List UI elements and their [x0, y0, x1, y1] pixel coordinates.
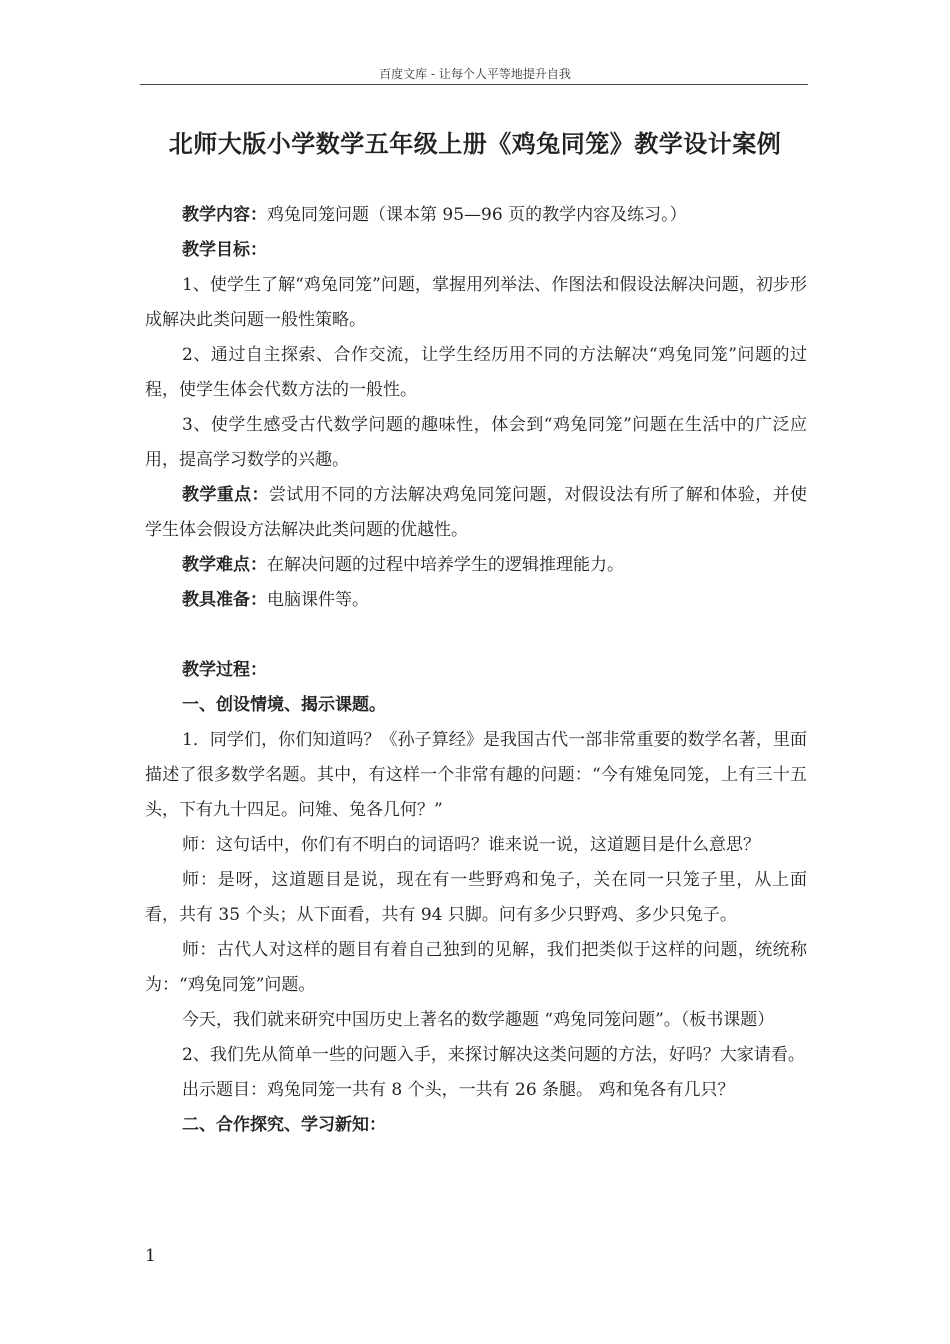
teaching-content: [145, 198, 807, 233]
tools-label: 教具准备：: [182, 590, 267, 610]
section-1-paragraph-7: 出示题目：鸡兔同笼一共有 8 个头，一共有 26 条腿。 鸡和兔各有几只？: [182, 1080, 735, 1100]
teaching-content-text: 鸡兔同笼问题（课本第 95—96 页的教学内容及练习。）: [267, 205, 687, 225]
teaching-process-label: 教学过程：: [182, 660, 267, 680]
teaching-content-label: 教学内容：: [182, 205, 267, 225]
goal-3: 3、使学生感受古代数学问题的趣味性，体会到“鸡兔同笼”问题在生活中的广泛应用，提高学习数学的兴趣。: [145, 415, 807, 470]
teaching-tools: [145, 583, 807, 618]
document-title: 北师大版小学数学五年级上册《鸡兔同笼》教学设计案例: [168, 130, 782, 158]
key-point-label: 教学重点：: [182, 485, 269, 505]
goal-1: 1、使学生了解“鸡兔同笼”问题，掌握用列举法、作图法和假设法解决问题，初步形成解决此类问题一般性策略。: [145, 275, 807, 330]
tools-text: 电脑课件等。: [267, 590, 369, 610]
goal-2: 2、通过自主探索、合作交流，让学生经历用不同的方法解决“鸡兔同笼”问题的过程，使学生体会代数方法的一般性。: [145, 345, 807, 400]
header-divider: [140, 84, 808, 85]
section-1-paragraph-5: 今天，我们就来研究中国历史上著名的数学趣题 “鸡兔同笼问题”。（板书课题）: [182, 1010, 775, 1030]
teaching-goals-label: 教学目标：: [182, 240, 267, 260]
section-1-paragraph-4: 师：古代人对这样的题目有着自己独到的见解，我们把类似于这样的问题，统统称为：“鸡兔同笼”问题。: [145, 940, 807, 995]
teaching-key-point: [145, 478, 807, 548]
difficulty-text: 在解决问题的过程中培养学生的逻辑推理能力。: [267, 555, 624, 575]
section-1-paragraph-6: 2、我们先从简单一些的问题入手，来探讨解决这类问题的方法，好吗？大家请看。: [182, 1045, 805, 1065]
difficulty-label: 教学难点：: [182, 555, 267, 575]
teaching-difficulty: [145, 548, 807, 583]
key-point-text: 尝试用不同的方法解决鸡兔同笼问题，对假设法有所了解和体验，并使学生体会假设方法解决此类问题的优越性。: [145, 485, 808, 540]
page-number: 1: [145, 1246, 156, 1266]
section-1-heading: 一、创设情境、揭示课题。: [182, 695, 386, 715]
spacer: [145, 618, 807, 653]
section-2-heading: 二、合作探究、学习新知：: [182, 1115, 386, 1135]
section-1-paragraph-1: 1．同学们，你们知道吗？《孙子算经》是我国古代一部非常重要的数学名著，里面描述了很多数学名题。其中，有这样一个非常有趣的问题：“今有雉兔同笼，上有三十五头，下有九十四足。问雉、兔各几何？”: [145, 730, 807, 820]
header-text: 百度文库 - 让每个人平等地提升自我: [379, 67, 571, 81]
section-1-paragraph-3: 师：是呀，这道题目是说，现在有一些野鸡和兔子，关在同一只笼子里，从上面看，共有 35 个头；从下面看，共有 94 只脚。问有多少只野鸡、多少只兔子。: [145, 870, 807, 925]
document-body: [145, 198, 807, 1143]
section-1-paragraph-2: 师：这句话中，你们有不明白的词语吗？谁来说一说，这道题目是什么意思？: [182, 835, 760, 855]
